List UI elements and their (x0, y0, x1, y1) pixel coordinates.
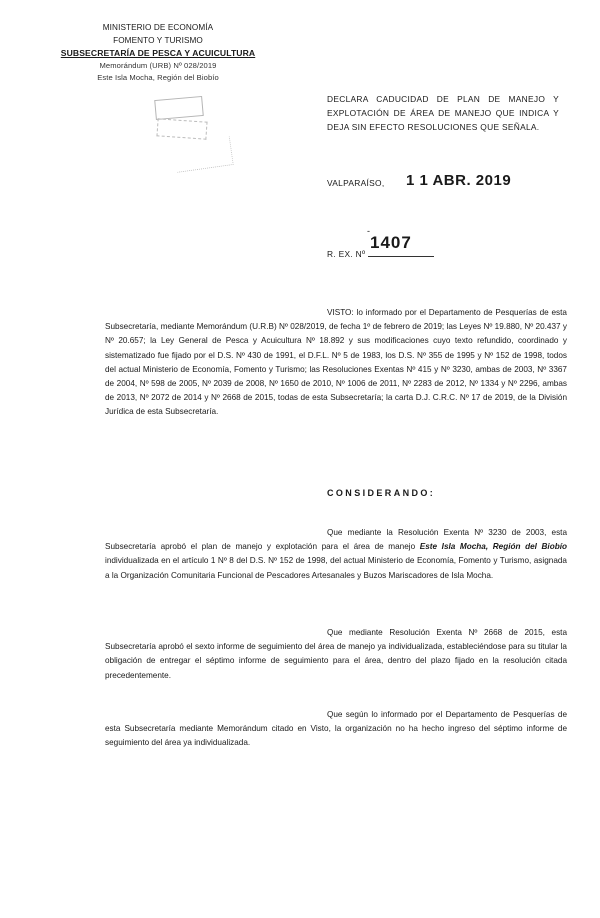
place-label: VALPARAÍSO, (327, 178, 385, 188)
visto-lead: VISTO: (327, 308, 354, 317)
considerando-heading: CONSIDERANDO: (327, 488, 436, 498)
p1-text-b: individualizada en el artículo 1 Nº 8 del D.S. Nº 152 de 1998, del actual Ministerio de Economía, Fomento y Turismo, asignada a la Organización Comunitaria Funcional de Pescadores Artesanales y Buzos Mariscadores de Isla Mocha. (105, 556, 567, 580)
p3-text: Que según lo informado por el Departamento de Pesquerías de esta Subsecretaría mediante Memorándum citado en Visto, la organización no ha hecho ingreso del séptimo informe de seguimiento del área ya individualizada. (105, 710, 567, 748)
stamp-marks (173, 136, 233, 173)
considerando-paragraph-2 (105, 626, 567, 683)
area-reference: Este Isla Mocha, Región del Biobío (97, 73, 219, 82)
rex-number: 1407 (370, 233, 412, 252)
ministry-name: MINISTERIO DE ECONOMÍA (102, 23, 214, 32)
rex-line (327, 248, 434, 259)
letterhead (58, 22, 258, 85)
faded-stamp (145, 92, 245, 174)
stamp-box-2 (156, 118, 207, 139)
rex-dash: - (367, 226, 370, 236)
resolution-title: DECLARA CADUCIDAD DE PLAN DE MANEJO Y EXPLOTACIÓN DE ÁREA DE MANEJO QUE INDICA Y DEJA SIN EFECTO RESOLUCIONES QUE SEÑALA. (327, 94, 559, 132)
considerando-paragraph-3 (105, 708, 567, 751)
p2-text: Que mediante Resolución Exenta Nº 2668 de 2015, esta Subsecretaría aprobó el sexto informe de seguimiento del área de manejo ya individualizada, estableciéndose para su titular la obligación de entregar el séptimo informe de seguimiento para el área, dentro del plazo fijado en la resolución citada precedentemente. (105, 628, 567, 680)
visto-text: lo informado por el Departamento de Pesquerías de esta Subsecretaría, mediante Memorándum (U.R.B) Nº 028/2019, de fecha 1º de febrero de 2019; las Leyes Nº 19.880, Nº 20.437 y Nº 20.657; la Ley General de Pesca y Acuicultura Nº 18.892 y sus modificaciones cuyo texto refundido, coordinado y sistematizado fue fijado por el D.S. Nº 430 de 1991, el D.F.L. Nº 5 de 1983, los D.S. Nº 355 de 1995 y Nº 152 de 1998, todos del actual Ministerio de Economía, Fomento y Turismo; las Resoluciones Exentas Nº 415 y Nº 3230, ambas de 2003, Nº 3367 de 2004, Nº 598 de 2005, Nº 2039 de 2008, Nº 1650 de 2010, Nº 1006 de 2011, Nº 2283 de 2012, Nº 1334 y Nº 2296, ambas de 2013, Nº 2072 de 2014 y Nº 2668 de 2015, todas de esta Subsecretaría; la carta D.J. C.R.C. Nº 17 de 2019, de la División Jurídica de esta Subsecretaría. (105, 308, 567, 417)
rex-label: R. EX. Nº (327, 249, 366, 259)
stamp-box-1 (154, 96, 204, 120)
area-name: Este Isla Mocha, Región del Biobío (419, 542, 567, 552)
ministry-subtitle: FOMENTO Y TURISMO (113, 35, 203, 45)
rex-underline (368, 248, 434, 257)
p1-text-a: Que mediante la Resolución Exenta Nº 3230 de 2003, esta Subsecretaría aprobó el plan de manejo y explotación para el área de manejo (105, 528, 567, 552)
memo-reference: Memorándum (URB) Nº 028/2019 (99, 60, 217, 70)
subsecretaria-name: SUBSECRETARÍA DE PESCA Y ACUICULTURA (60, 48, 256, 58)
visto-paragraph (105, 306, 567, 420)
resolution-date: 1 1 ABR. 2019 (406, 172, 512, 189)
considerando-paragraph-1 (105, 526, 567, 583)
